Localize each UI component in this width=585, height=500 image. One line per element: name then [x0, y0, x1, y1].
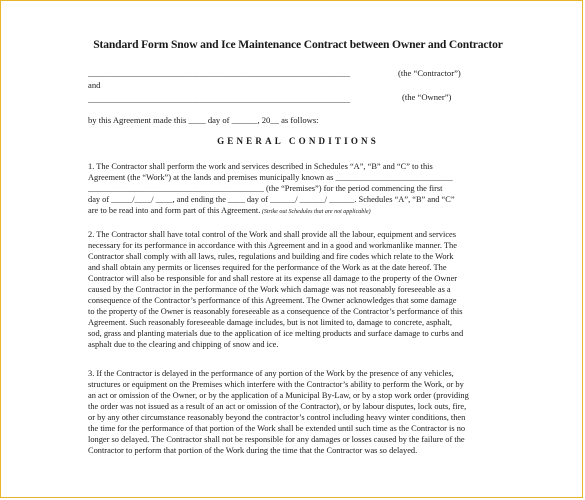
paragraph-line: Contractor shall comply with all laws, rules, regulations and building and fire codes which relate to the Work: [88, 252, 454, 261]
strike-out-note: (Strike out Schedules that are not applicable): [260, 209, 371, 215]
paragraph-line: sod, grass and planting materials due to the application of ice melting products and surface damage to curbs and: [88, 329, 464, 338]
paragraph-line: Contractor will also be responsible for and shall restore at its expense all damage to the property of the Owner: [88, 274, 458, 283]
paragraph-line: the time for the performance of that portion of the Work shall be extended until such time as the Contractor is no: [88, 424, 466, 433]
owner-label: (the “Owner”): [402, 92, 452, 102]
agreement-line: by this Agreement made this ____ day of ______, 20__ as follows:: [88, 115, 319, 125]
paragraph-line: asphalt due to the clearing and chipping of snow and ice.: [88, 340, 279, 349]
paragraph-line: longer so delayed. The Contractor shall not be responsible for any damages or losses caused by the failure of the: [88, 435, 465, 444]
paragraph-line: caused by the Contractor in the performance of the Work which damage was not reasonably foreseeable as a: [88, 285, 451, 294]
contractor-label: (the “Contractor”): [398, 68, 461, 78]
paragraph-1: [88, 161, 498, 216]
paragraph-line: are to be read into and form part of this Agreement. (Strike out Schedules that are not applicable): [88, 206, 371, 215]
general-conditions-heading: GENERAL CONDITIONS: [217, 136, 379, 146]
paragraph-line: day of _____/____/ ____, and ending the ____ day of ______/ ______/ ______. Schedules “A”, “B” and “C”: [88, 195, 455, 204]
paragraph-line: __________________________________________ (the “Premises”) for the period commencing the first: [88, 184, 443, 193]
paragraph-line: an act or omission of the Owner, or by the application of a Municipal By-Law, or by a stop work order (providing: [88, 391, 469, 400]
paragraph-line: Agreement. Such reasonably foreseeable damage includes, but is not limited to, damage to concrete, asphalt,: [88, 318, 452, 327]
and-word: and: [88, 80, 101, 90]
paragraph-line: 1. The Contractor shall perform the work and services described in Schedules “A”, “B” and “C” to this: [88, 162, 433, 171]
paragraph-line: Contractor to perform that portion of the Work during the time that the Contractor was so delayed.: [88, 446, 418, 455]
paragraph-3: [88, 368, 498, 456]
paragraph-line: the order was not issued as a result of an act or omission of the Contractor), or by labour disputes, lock outs, fire,: [88, 402, 467, 411]
document-title: Standard Form Snow and Ice Maintenance Contract between Owner and Contractor: [93, 38, 503, 51]
paragraph-2: [88, 229, 498, 350]
paragraph-line: 2. The Contractor shall have total control of the Work and shall provide all the labour, equipment and services: [88, 230, 457, 239]
owner-name-line: _____________________________________________________________: [88, 94, 351, 104]
paragraph-line: to the property of the Owner is reasonably foreseeable as a consequence of the Contractor’s performance of this: [88, 307, 463, 316]
paragraph-line: Agreement (the “Work”) at the lands and premises municipally known as ____________________________: [88, 173, 453, 182]
paragraph-line: 3. If the Contractor is delayed in the performance of any portion of the Work by the presence of any vehicles,: [88, 369, 454, 378]
paragraph-line: necessary for its performance in accordance with this Agreement and in a good and workmanlike manner. The: [88, 241, 457, 250]
paragraph-line: structures or equipment on the Premises which interfere with the Contractor’s ability to perform the Work, or by: [88, 380, 464, 389]
paragraph-line: or by any other circumstance reasonably beyond the contractor’s control including heavy winter conditions, then: [88, 413, 466, 422]
paragraph-line: and shall obtain any permits or licenses required for the performance of the Work as at the date hereof. The: [88, 263, 447, 272]
paragraph-line: consequence of the Contractor’s performance of this Agreement. The Owner acknowledges that some damage: [88, 296, 457, 305]
contractor-name-line: _____________________________________________________________: [88, 68, 351, 78]
